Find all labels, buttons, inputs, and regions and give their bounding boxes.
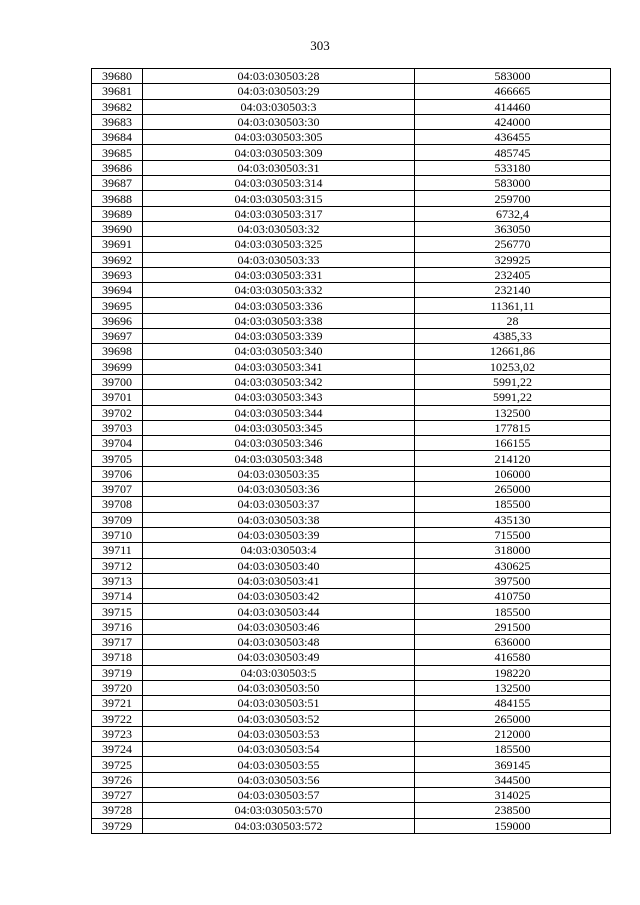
cadastral-number-cell: 04:03:030503:325 xyxy=(143,237,415,252)
cadastral-number-cell: 04:03:030503:345 xyxy=(143,420,415,435)
value-cell: 314025 xyxy=(415,787,611,802)
table-row xyxy=(92,772,611,787)
value-cell: 132500 xyxy=(415,680,611,695)
page-number: 303 xyxy=(310,38,330,53)
value-cell: 259700 xyxy=(415,191,611,206)
table-row xyxy=(92,237,611,252)
row-number-cell: 39698 xyxy=(92,344,143,359)
cadastral-number-cell: 04:03:030503:4 xyxy=(143,543,415,558)
row-number-cell: 39715 xyxy=(92,604,143,619)
table-row xyxy=(92,405,611,420)
row-number-cell: 39683 xyxy=(92,114,143,129)
cadastral-number-cell: 04:03:030503:46 xyxy=(143,619,415,634)
cadastral-number-cell: 04:03:030503:336 xyxy=(143,298,415,313)
value-cell: 291500 xyxy=(415,619,611,634)
table-row xyxy=(92,711,611,726)
value-cell: 430625 xyxy=(415,558,611,573)
cadastral-number-cell: 04:03:030503:339 xyxy=(143,329,415,344)
cadastral-number-cell: 04:03:030503:344 xyxy=(143,405,415,420)
value-cell: 636000 xyxy=(415,634,611,649)
table-row xyxy=(92,252,611,267)
cadastral-number-cell: 04:03:030503:48 xyxy=(143,634,415,649)
table-row xyxy=(92,680,611,695)
value-cell: 132500 xyxy=(415,405,611,420)
row-number-cell: 39710 xyxy=(92,527,143,542)
cadastral-number-cell: 04:03:030503:39 xyxy=(143,527,415,542)
row-number-cell: 39720 xyxy=(92,680,143,695)
table-row xyxy=(92,589,611,604)
table-row xyxy=(92,482,611,497)
value-cell: 5991,22 xyxy=(415,390,611,405)
row-number-cell: 39697 xyxy=(92,329,143,344)
value-cell: 397500 xyxy=(415,573,611,588)
cadastral-number-cell: 04:03:030503:570 xyxy=(143,803,415,818)
cadastral-number-cell: 04:03:030503:30 xyxy=(143,114,415,129)
value-cell: 214120 xyxy=(415,451,611,466)
table-row xyxy=(92,665,611,680)
table-row xyxy=(92,130,611,145)
table-row xyxy=(92,558,611,573)
cadastral-number-cell: 04:03:030503:44 xyxy=(143,604,415,619)
cadastral-number-cell: 04:03:030503:340 xyxy=(143,344,415,359)
row-number-cell: 39699 xyxy=(92,359,143,374)
table-row xyxy=(92,543,611,558)
cadastral-number-cell: 04:03:030503:51 xyxy=(143,696,415,711)
cadastral-number-cell: 04:03:030503:3 xyxy=(143,99,415,114)
table-row xyxy=(92,619,611,634)
value-cell: 369145 xyxy=(415,757,611,772)
value-cell: 238500 xyxy=(415,803,611,818)
row-number-cell: 39689 xyxy=(92,206,143,221)
table-row xyxy=(92,298,611,313)
value-cell: 414460 xyxy=(415,99,611,114)
cadastral-number-cell: 04:03:030503:343 xyxy=(143,390,415,405)
row-number-cell: 39706 xyxy=(92,466,143,481)
table-row xyxy=(92,283,611,298)
row-number-cell: 39727 xyxy=(92,787,143,802)
value-cell: 410750 xyxy=(415,589,611,604)
cadastral-number-cell: 04:03:030503:338 xyxy=(143,313,415,328)
cadastral-number-cell: 04:03:030503:317 xyxy=(143,206,415,221)
value-cell: 10253,02 xyxy=(415,359,611,374)
value-cell: 185500 xyxy=(415,497,611,512)
cadastral-number-cell: 04:03:030503:29 xyxy=(143,84,415,99)
cadastral-number-cell: 04:03:030503:49 xyxy=(143,650,415,665)
table-row xyxy=(92,436,611,451)
row-number-cell: 39708 xyxy=(92,497,143,512)
row-number-cell: 39719 xyxy=(92,665,143,680)
table-row xyxy=(92,114,611,129)
table-row xyxy=(92,527,611,542)
value-cell: 265000 xyxy=(415,482,611,497)
value-cell: 212000 xyxy=(415,726,611,741)
value-cell: 466665 xyxy=(415,84,611,99)
value-cell: 166155 xyxy=(415,436,611,451)
row-number-cell: 39684 xyxy=(92,130,143,145)
row-number-cell: 39687 xyxy=(92,176,143,191)
value-cell: 485745 xyxy=(415,145,611,160)
table-row xyxy=(92,726,611,741)
table-row xyxy=(92,573,611,588)
value-cell: 177815 xyxy=(415,420,611,435)
cadastral-number-cell: 04:03:030503:53 xyxy=(143,726,415,741)
row-number-cell: 39728 xyxy=(92,803,143,818)
table-row xyxy=(92,742,611,757)
row-number-cell: 39726 xyxy=(92,772,143,787)
value-cell: 265000 xyxy=(415,711,611,726)
row-number-cell: 39701 xyxy=(92,390,143,405)
row-number-cell: 39696 xyxy=(92,313,143,328)
row-number-cell: 39704 xyxy=(92,436,143,451)
row-number-cell: 39722 xyxy=(92,711,143,726)
cadastral-number-cell: 04:03:030503:41 xyxy=(143,573,415,588)
cadastral-number-cell: 04:03:030503:35 xyxy=(143,466,415,481)
cadastral-number-cell: 04:03:030503:56 xyxy=(143,772,415,787)
row-number-cell: 39688 xyxy=(92,191,143,206)
table-body xyxy=(92,69,611,834)
cadastral-number-cell: 04:03:030503:32 xyxy=(143,221,415,236)
cadastral-number-cell: 04:03:030503:348 xyxy=(143,451,415,466)
cadastral-number-cell: 04:03:030503:42 xyxy=(143,589,415,604)
value-cell: 344500 xyxy=(415,772,611,787)
value-cell: 256770 xyxy=(415,237,611,252)
cadastral-number-cell: 04:03:030503:50 xyxy=(143,680,415,695)
row-number-cell: 39682 xyxy=(92,99,143,114)
value-cell: 329925 xyxy=(415,252,611,267)
table-row xyxy=(92,390,611,405)
value-cell: 5991,22 xyxy=(415,374,611,389)
table-row xyxy=(92,145,611,160)
cadastral-number-cell: 04:03:030503:52 xyxy=(143,711,415,726)
value-cell: 435130 xyxy=(415,512,611,527)
cadastral-number-cell: 04:03:030503:40 xyxy=(143,558,415,573)
table-row xyxy=(92,267,611,282)
cadastral-number-cell: 04:03:030503:341 xyxy=(143,359,415,374)
table-row xyxy=(92,344,611,359)
cadastral-number-cell: 04:03:030503:314 xyxy=(143,176,415,191)
value-cell: 318000 xyxy=(415,543,611,558)
table-row xyxy=(92,420,611,435)
row-number-cell: 39707 xyxy=(92,482,143,497)
row-number-cell: 39690 xyxy=(92,221,143,236)
row-number-cell: 39695 xyxy=(92,298,143,313)
row-number-cell: 39716 xyxy=(92,619,143,634)
table-row xyxy=(92,221,611,236)
value-cell: 424000 xyxy=(415,114,611,129)
row-number-cell: 39721 xyxy=(92,696,143,711)
row-number-cell: 39703 xyxy=(92,420,143,435)
row-number-cell: 39712 xyxy=(92,558,143,573)
row-number-cell: 39685 xyxy=(92,145,143,160)
cadastral-number-cell: 04:03:030503:315 xyxy=(143,191,415,206)
cadastral-number-cell: 04:03:030503:5 xyxy=(143,665,415,680)
cadastral-number-cell: 04:03:030503:37 xyxy=(143,497,415,512)
row-number-cell: 39686 xyxy=(92,160,143,175)
table-row xyxy=(92,329,611,344)
cadastral-number-cell: 04:03:030503:572 xyxy=(143,818,415,833)
value-cell: 11361,11 xyxy=(415,298,611,313)
table-row xyxy=(92,206,611,221)
value-cell: 28 xyxy=(415,313,611,328)
row-number-cell: 39713 xyxy=(92,573,143,588)
table-row xyxy=(92,696,611,711)
value-cell: 715500 xyxy=(415,527,611,542)
value-cell: 159000 xyxy=(415,818,611,833)
cadastral-number-cell: 04:03:030503:57 xyxy=(143,787,415,802)
cadastral-number-cell: 04:03:030503:38 xyxy=(143,512,415,527)
row-number-cell: 39718 xyxy=(92,650,143,665)
table-row xyxy=(92,69,611,84)
value-cell: 436455 xyxy=(415,130,611,145)
table-row xyxy=(92,466,611,481)
value-cell: 583000 xyxy=(415,176,611,191)
table-row xyxy=(92,818,611,833)
cadastral-number-cell: 04:03:030503:55 xyxy=(143,757,415,772)
data-table xyxy=(91,68,611,834)
row-number-cell: 39680 xyxy=(92,69,143,84)
cadastral-number-cell: 04:03:030503:31 xyxy=(143,160,415,175)
row-number-cell: 39723 xyxy=(92,726,143,741)
row-number-cell: 39714 xyxy=(92,589,143,604)
table-row xyxy=(92,650,611,665)
cadastral-number-cell: 04:03:030503:342 xyxy=(143,374,415,389)
value-cell: 185500 xyxy=(415,742,611,757)
table-row xyxy=(92,757,611,772)
row-number-cell: 39691 xyxy=(92,237,143,252)
value-cell: 12661,86 xyxy=(415,344,611,359)
table-row xyxy=(92,634,611,649)
value-cell: 232140 xyxy=(415,283,611,298)
row-number-cell: 39717 xyxy=(92,634,143,649)
row-number-cell: 39725 xyxy=(92,757,143,772)
value-cell: 106000 xyxy=(415,466,611,481)
value-cell: 416580 xyxy=(415,650,611,665)
table-row xyxy=(92,787,611,802)
cadastral-number-cell: 04:03:030503:54 xyxy=(143,742,415,757)
value-cell: 232405 xyxy=(415,267,611,282)
table-row xyxy=(92,160,611,175)
row-number-cell: 39681 xyxy=(92,84,143,99)
cadastral-number-cell: 04:03:030503:305 xyxy=(143,130,415,145)
table-row xyxy=(92,374,611,389)
cadastral-number-cell: 04:03:030503:332 xyxy=(143,283,415,298)
cadastral-number-cell: 04:03:030503:309 xyxy=(143,145,415,160)
row-number-cell: 39693 xyxy=(92,267,143,282)
cadastral-number-cell: 04:03:030503:33 xyxy=(143,252,415,267)
table-row xyxy=(92,512,611,527)
value-cell: 484155 xyxy=(415,696,611,711)
value-cell: 6732,4 xyxy=(415,206,611,221)
row-number-cell: 39729 xyxy=(92,818,143,833)
table-row xyxy=(92,604,611,619)
cadastral-number-cell: 04:03:030503:36 xyxy=(143,482,415,497)
row-number-cell: 39724 xyxy=(92,742,143,757)
table-row xyxy=(92,359,611,374)
value-cell: 363050 xyxy=(415,221,611,236)
table-row xyxy=(92,176,611,191)
value-cell: 533180 xyxy=(415,160,611,175)
value-cell: 198220 xyxy=(415,665,611,680)
table-row xyxy=(92,191,611,206)
table-row xyxy=(92,451,611,466)
row-number-cell: 39709 xyxy=(92,512,143,527)
row-number-cell: 39702 xyxy=(92,405,143,420)
cadastral-number-cell: 04:03:030503:331 xyxy=(143,267,415,282)
row-number-cell: 39692 xyxy=(92,252,143,267)
row-number-cell: 39694 xyxy=(92,283,143,298)
cadastral-number-cell: 04:03:030503:28 xyxy=(143,69,415,84)
value-cell: 4385,33 xyxy=(415,329,611,344)
row-number-cell: 39705 xyxy=(92,451,143,466)
table-row xyxy=(92,497,611,512)
row-number-cell: 39711 xyxy=(92,543,143,558)
table-row xyxy=(92,313,611,328)
table-row xyxy=(92,84,611,99)
cadastral-number-cell: 04:03:030503:346 xyxy=(143,436,415,451)
value-cell: 583000 xyxy=(415,69,611,84)
table-row xyxy=(92,99,611,114)
value-cell: 185500 xyxy=(415,604,611,619)
row-number-cell: 39700 xyxy=(92,374,143,389)
table-row xyxy=(92,803,611,818)
